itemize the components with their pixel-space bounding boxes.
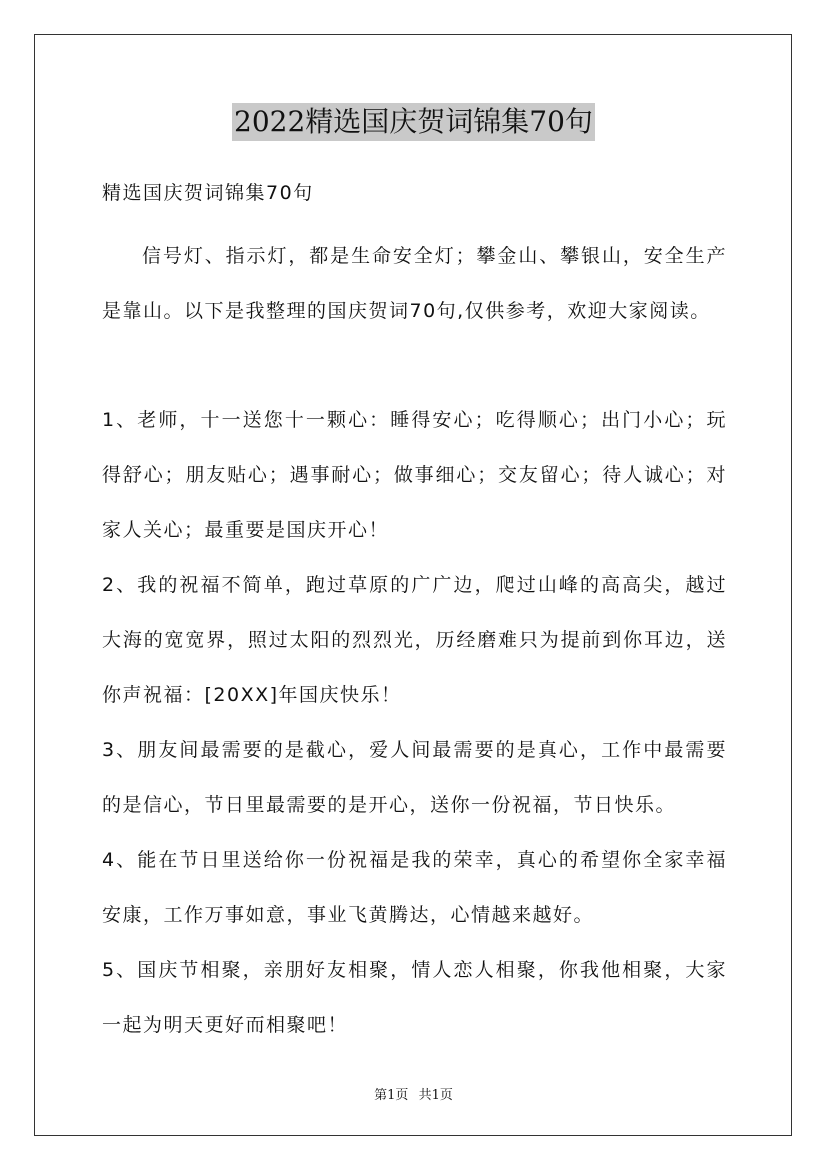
greeting-item-2: 2、我的祝福不简单，跑过草原的广广边，爬过山峰的高高尖，越过大海的宽宽界，照过太阳的烈烈光，历经磨难只为提前到你耳边，送你声祝福：[20XX]年国庆快乐！ — [102, 574, 727, 706]
title-container — [0, 103, 827, 141]
document-body — [102, 175, 727, 1053]
page-footer — [0, 1084, 827, 1103]
greeting-list — [102, 393, 727, 1053]
page-number: 第1页 — [374, 1088, 409, 1103]
greeting-item-3: 3、朋友间最需要的是截心，爱人间最需要的是真心，工作中最需要的是信心，节日里最需要的是开心，送你一份祝福，节日快乐。 — [102, 739, 727, 816]
document-subtitle: 精选国庆贺词锦集70句 — [102, 182, 314, 204]
greeting-item-5: 5、国庆节相聚，亲朋好友相聚，情人恋人相聚，你我他相聚，大家一起为明天更好而相聚吧！ — [102, 959, 727, 1036]
intro-paragraph: 信号灯、指示灯，都是生命安全灯；攀金山、攀银山，安全生产是靠山。以下是我整理的国庆贺词70句,仅供参考，欢迎大家阅读。 — [102, 245, 727, 322]
greeting-item-1: 1、老师，十一送您十一颗心：睡得安心；吃得顺心；出门小心；玩得舒心；朋友贴心；遇事耐心；做事细心；交友留心；待人诚心；对家人关心；最重要是国庆开心！ — [102, 409, 727, 541]
greeting-item-4: 4、能在节日里送给你一份祝福是我的荣幸，真心的希望你全家幸福安康，工作万事如意，事业飞黄腾达，心情越来越好。 — [102, 849, 727, 926]
page-total: 共1页 — [418, 1088, 453, 1103]
document-title: 2022精选国庆贺词锦集70句 — [232, 103, 595, 141]
